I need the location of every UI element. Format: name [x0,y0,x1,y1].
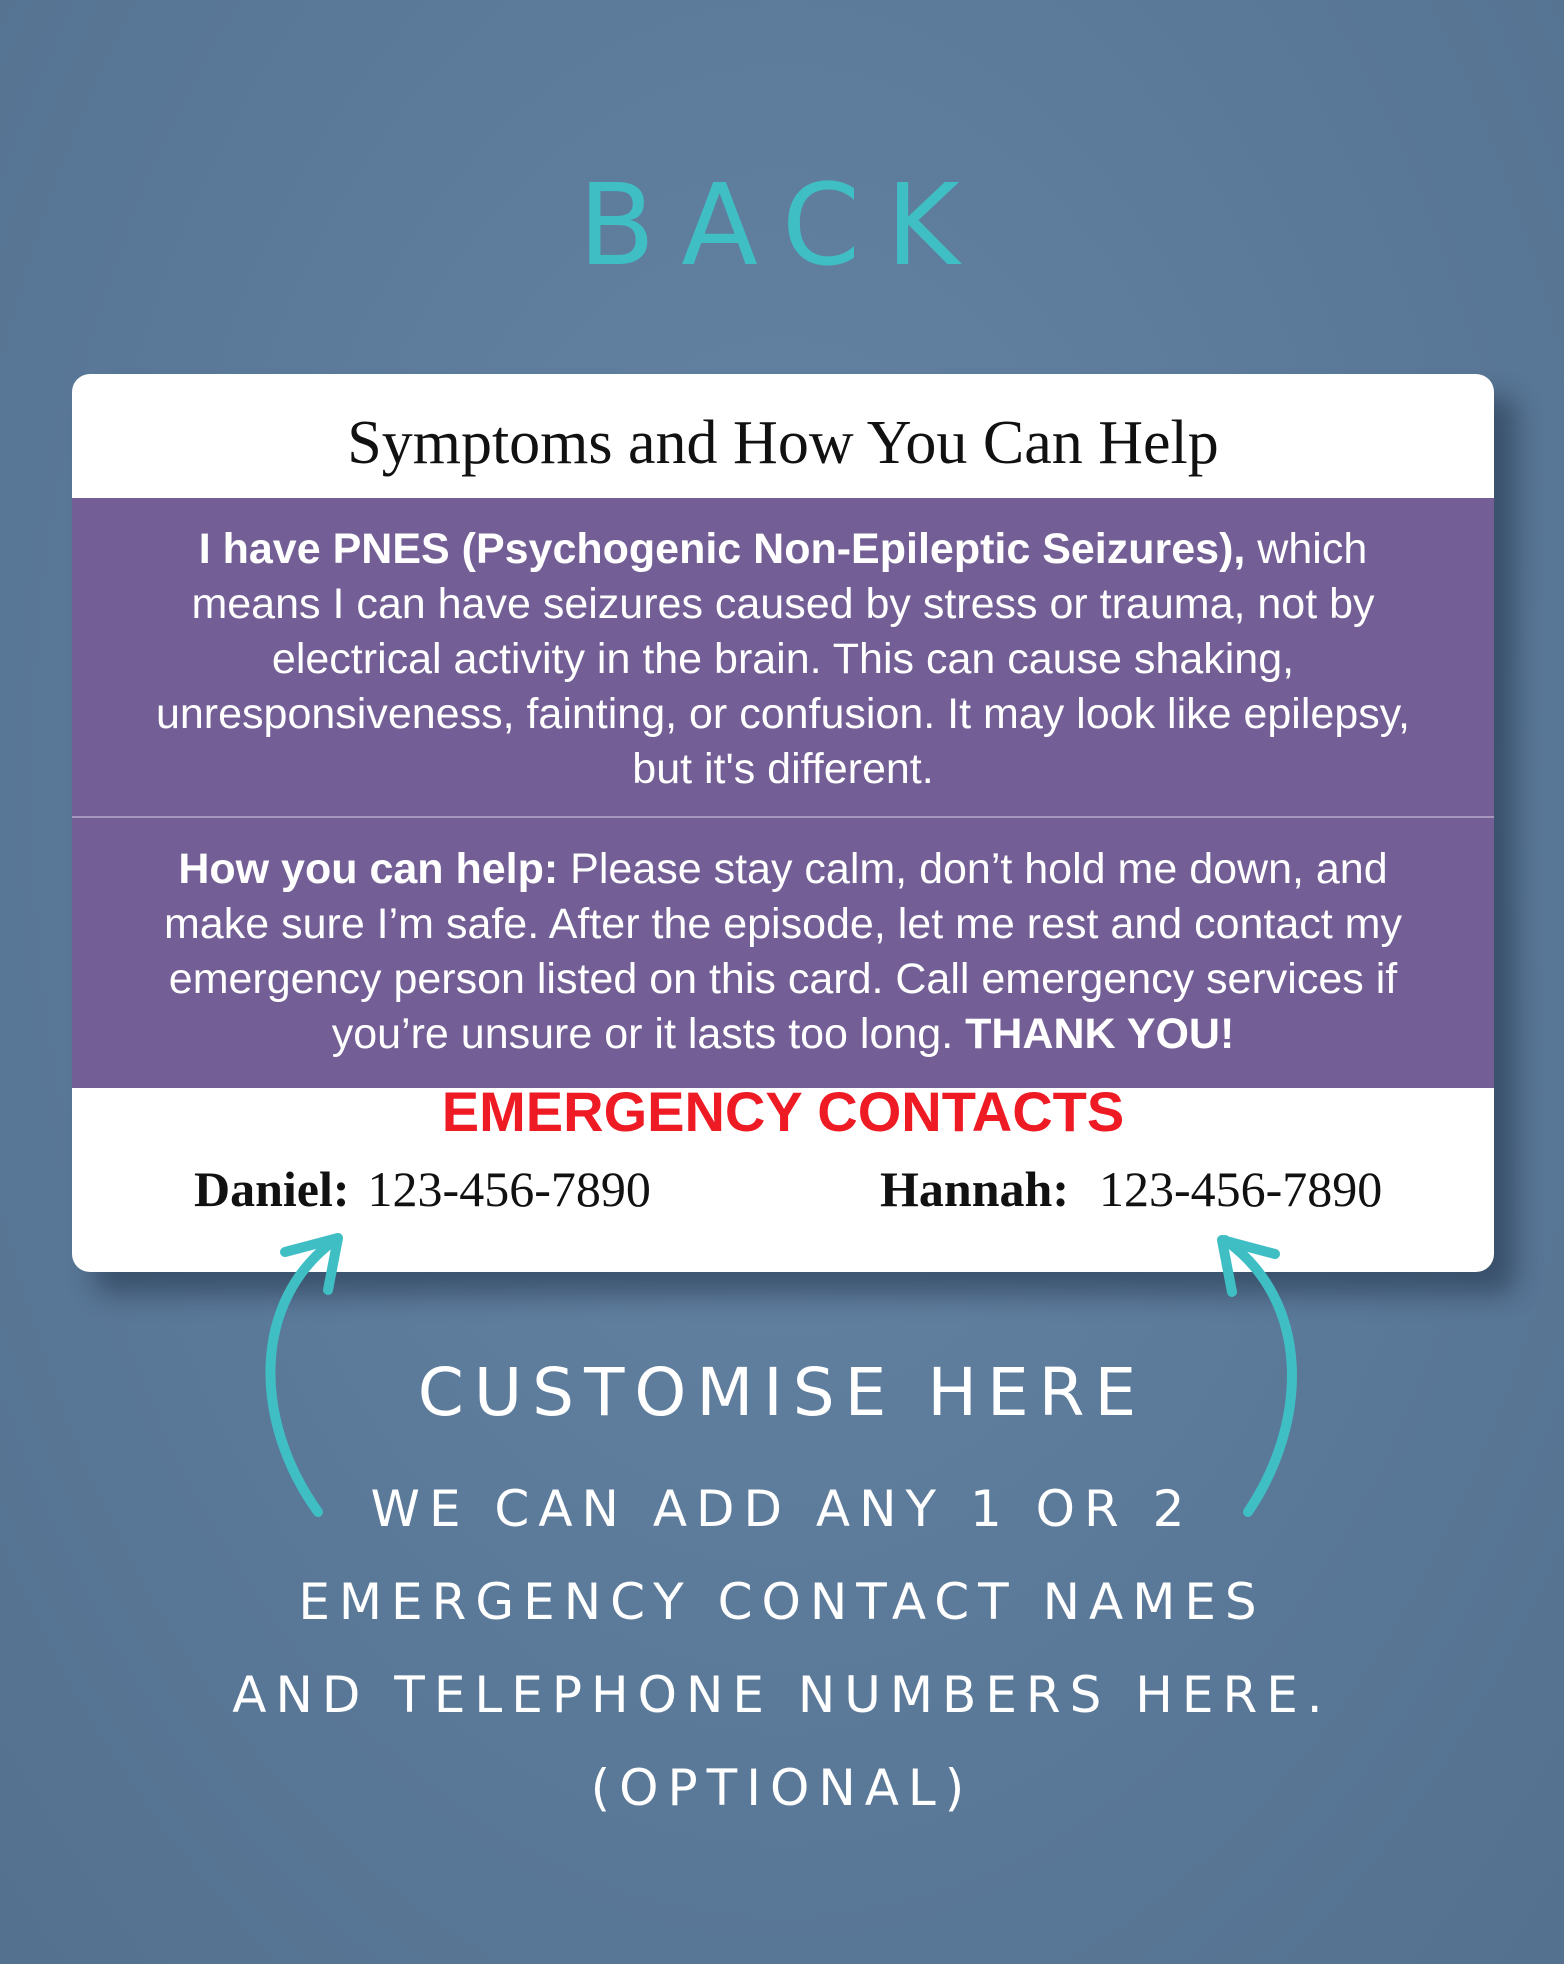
help-text: Please stay calm, don’t hold me down, and make sure I’m safe. After the episode, let me rest and contact my emergency person listed on this card. Call emergency services if you’re unsure or it lasts too long. [163,845,1402,1058]
info-card [72,374,1494,1272]
pnes-intro: I have PNES (Psychogenic Non-Epileptic Seizures), [198,525,1246,573]
customise-line: EMERGENCY CONTACT NAMES [298,1573,1266,1631]
contact-entry [880,1161,1383,1217]
contact-name: Daniel: [194,1161,350,1217]
contact-phone: 123-456-7890 [367,1161,651,1217]
customise-line: (OPTIONAL) [590,1759,974,1817]
pnes-description [72,498,1494,816]
contact-phone: 123-456-7890 [1098,1161,1383,1217]
contact-name: Hannah: [880,1161,1069,1217]
emergency-contacts-title: EMERGENCY CONTACTS [441,1080,1125,1143]
help-instructions [72,818,1494,1088]
customise-line: AND TELEPHONE NUMBERS HERE. [232,1666,1332,1724]
help-intro: How you can help: [178,845,559,893]
customise-line: WE CAN ADD ANY 1 OR 2 [370,1480,1194,1538]
thank-you: THANK YOU! [965,1010,1235,1058]
heading-back: BACK [578,161,986,291]
card-title: Symptoms and How You Can Help [347,409,1219,477]
customise-title: CUSTOMISE HERE [417,1354,1147,1431]
pnes-text: which means I can have seizures caused by stress or trauma, not by electrical activity in the brain. This can cause shaking, unresponsiveness, fainting, or confusion. It may look like epilepsy, but it's different. [155,525,1411,793]
contact-entry [194,1161,651,1217]
